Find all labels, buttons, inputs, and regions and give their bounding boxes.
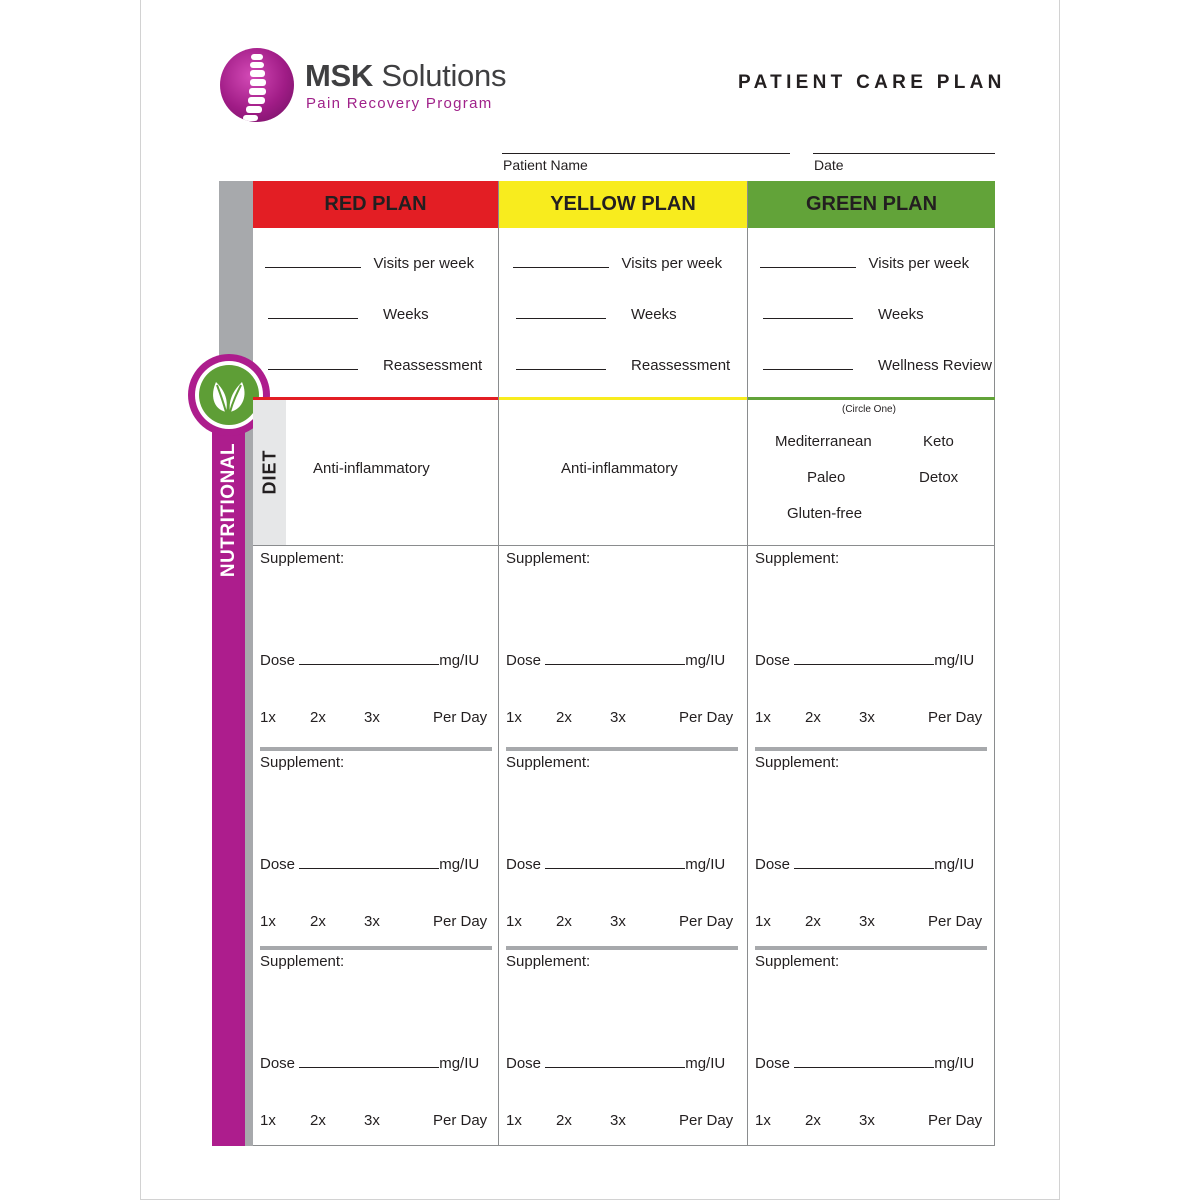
supplement-label: Supplement: [755, 953, 840, 970]
care-plan-grid [253, 181, 995, 1146]
dose-field[interactable]: Dose mg/IU [506, 1055, 726, 1072]
diet-row-divider [748, 545, 995, 546]
supplement-label: Supplement: [755, 550, 840, 567]
diet-option-mediterranean[interactable]: Mediterranean [775, 433, 872, 450]
diet-option-detox[interactable]: Detox [919, 469, 959, 486]
diet-label: DIET [259, 449, 280, 495]
red-reassessment-field[interactable]: Reassessment [268, 357, 482, 374]
nutritional-label: NUTRITIONAL [218, 442, 239, 578]
red-diet-text: Anti-inflammatory [313, 460, 430, 477]
green-wellness-review-field[interactable]: Wellness Review [763, 357, 992, 374]
side-gray-rule [245, 381, 253, 1146]
green-visits-field[interactable]: Visits per week [760, 255, 969, 272]
yellow-weeks-field[interactable]: Weeks [516, 306, 677, 323]
dose-field[interactable]: Dose mg/IU [755, 1055, 975, 1072]
brand-name: MSK Solutions [305, 58, 507, 93]
dose-field[interactable]: Dose mg/IU [260, 1055, 480, 1072]
dose-field[interactable]: Dose mg/IU [506, 652, 726, 669]
supplement-divider [260, 747, 492, 751]
supplement-divider [755, 747, 987, 751]
circle-one-note: (Circle One) [842, 404, 896, 415]
date-label: Date [814, 157, 844, 173]
diet-option-paleo[interactable]: Paleo [807, 469, 846, 486]
supplement-divider [755, 946, 987, 950]
red-plan-column: RED PLAN Visits per week Weeks Reassessment DIET Anti-inflammatory Supplement: Dose mg/IU 1x 2x 3x Per Day Supplement: Dose mg/IU 1x 2x 3x Per Day Supplement: Dose mg/IU 1x 2x 3x Per Day [253, 181, 499, 1146]
dose-field[interactable]: Dose mg/IU [755, 856, 975, 873]
patient-name-line[interactable] [502, 153, 790, 154]
supplement-label: Supplement: [506, 953, 591, 970]
dose-field[interactable]: Dose mg/IU [755, 652, 975, 669]
dose-field[interactable]: Dose mg/IU [506, 856, 726, 873]
red-weeks-field[interactable]: Weeks [268, 306, 429, 323]
supplement-divider [260, 946, 492, 950]
leaf-icon [199, 365, 259, 425]
supplement-label: Supplement: [506, 754, 591, 771]
diet-row-divider [253, 545, 498, 546]
spine-logo-icon [220, 48, 294, 122]
yellow-plan-column: YELLOW PLAN Visits per week Weeks Reassessment Anti-inflammatory Supplement: Dose mg/IU 1x 2x 3x Per Day Supplement: Dose mg/IU 1x 2x 3x Per Day Supplement: Dose mg/IU 1x 2x 3x Per Day [499, 181, 748, 1146]
yellow-reassessment-field[interactable]: Reassessment [516, 357, 730, 374]
supplement-divider [506, 747, 738, 751]
green-plan-column: GREEN PLAN Visits per week Weeks Wellness Review (Circle One) Mediterranean Keto Paleo Detox Gluten-free Supplement: Dose mg/IU 1x 2x 3x Per Day Supplement: Dose mg/IU 1x 2x 3x Per Day Supplement: Dose mg/IU 1x 2x 3x Per Day [748, 181, 995, 1146]
dose-field[interactable]: Dose mg/IU [260, 652, 480, 669]
green-weeks-field[interactable]: Weeks [763, 306, 924, 323]
supplement-label: Supplement: [755, 754, 840, 771]
side-gray-bar [219, 181, 253, 381]
yellow-visits-field[interactable]: Visits per week [513, 255, 722, 272]
green-separator [748, 397, 995, 400]
red-plan-header: RED PLAN [253, 181, 498, 228]
supplement-label: Supplement: [260, 953, 345, 970]
date-line[interactable] [813, 153, 995, 154]
supplement-label: Supplement: [260, 550, 345, 567]
supplement-label: Supplement: [506, 550, 591, 567]
yellow-separator [499, 397, 747, 400]
yellow-diet-text: Anti-inflammatory [561, 460, 678, 477]
yellow-plan-header: YELLOW PLAN [499, 181, 747, 228]
red-separator [253, 397, 498, 400]
brand-tagline: Pain Recovery Program [306, 95, 493, 112]
red-visits-field[interactable]: Visits per week [265, 255, 474, 272]
supplement-label: Supplement: [260, 754, 345, 771]
supplement-divider [506, 946, 738, 950]
patient-name-label: Patient Name [503, 157, 588, 173]
green-plan-header: GREEN PLAN [748, 181, 995, 228]
diet-option-keto[interactable]: Keto [923, 433, 954, 450]
dose-field[interactable]: Dose mg/IU [260, 856, 480, 873]
diet-option-gluten-free[interactable]: Gluten-free [787, 505, 863, 522]
diet-row-divider [499, 545, 747, 546]
document-title: PATIENT CARE PLAN [738, 72, 1006, 93]
